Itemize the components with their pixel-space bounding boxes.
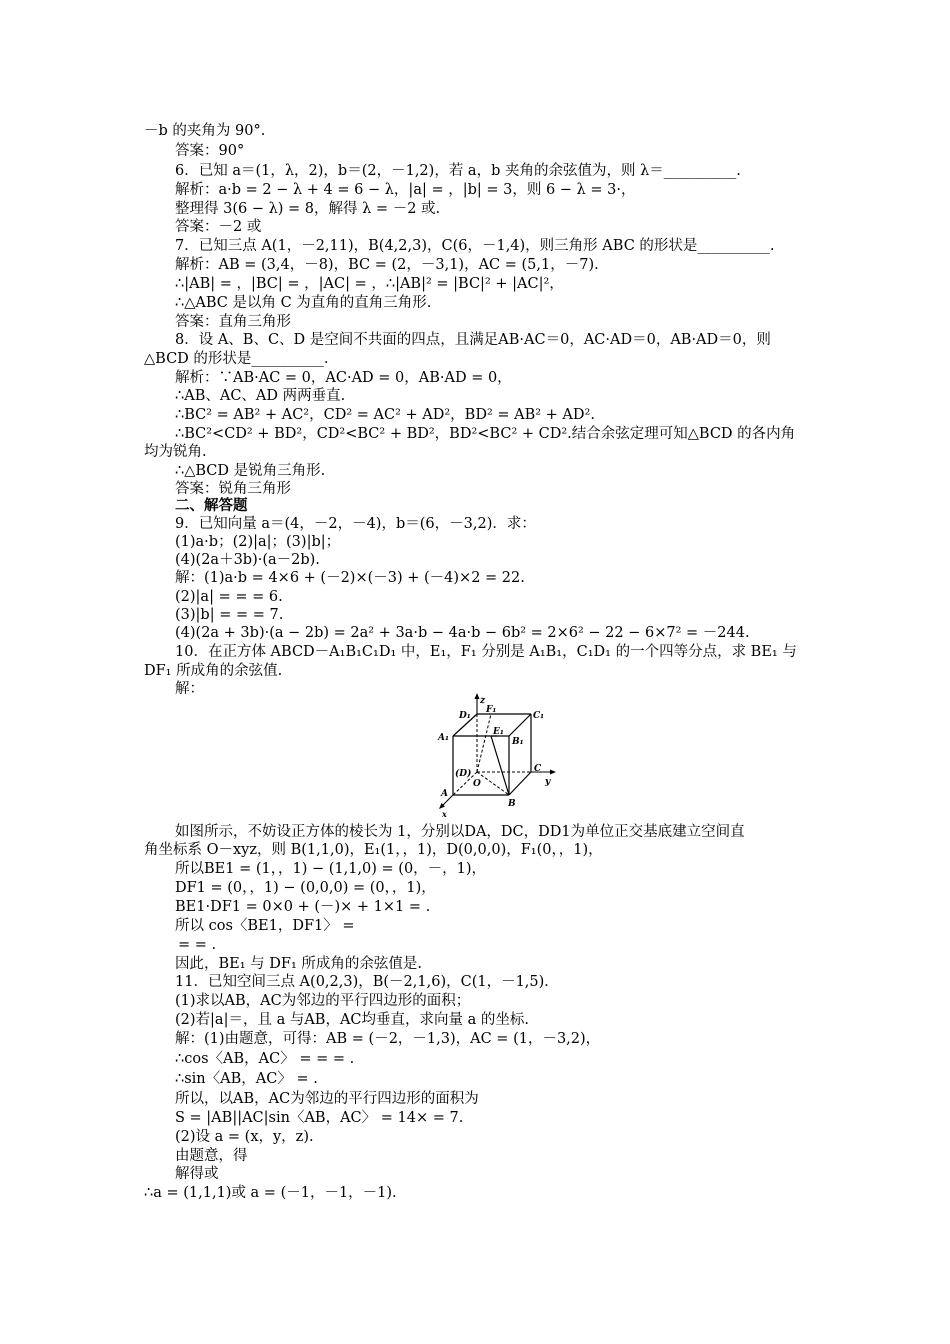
solution-line: (3)|b| = = = 7. xyxy=(175,607,284,623)
solution-line: ∴a = (1,1,1)或 a = (－1，－1，－1). xyxy=(144,1185,397,1201)
solution-line: ∴sin〈AB，AC〉 = . xyxy=(175,1071,318,1087)
vertex-label-a: A xyxy=(441,789,448,799)
vertex-label-c1: C₁ xyxy=(533,711,545,721)
answer-line: 答案：直角三角形 xyxy=(175,314,291,330)
solution-line: 解析：a·b = 2 − λ + 4 = 6 − λ，|a| = ，|b| = 3，则 6 − λ = 3·， xyxy=(175,182,636,198)
question-9: 9．已知向量 a＝(4，－2，－4)，b＝(6，－3,2)．求： xyxy=(175,516,536,532)
question-8: 8．设 A、B、C、D 是空间不共面的四点，且满足AB·AC＝0，AC·AD＝0，AB·AD＝0，则 xyxy=(175,332,771,348)
solution-line: (2)|a| = = = 6. xyxy=(175,589,283,605)
vertex-label-a1: A₁ xyxy=(438,733,449,743)
solution-line: ∴AB、AC、AD 两两垂直. xyxy=(175,388,346,404)
solution-line: 因此，BE₁ 与 DF₁ 所成角的余弦值是. xyxy=(175,956,422,972)
text-line: －b 的夹角为 90°. xyxy=(144,123,266,139)
cube-figure xyxy=(433,690,563,820)
solution-line: 所以，以AB，AC为邻边的平行四边形的面积为 xyxy=(175,1091,479,1107)
axis-label-x: x xyxy=(442,809,447,819)
solution-line: 如图所示，不妨设正方体的棱长为 1，分别以DA，DC，DD1为单位正交基底建立空间直 xyxy=(175,824,745,840)
solution-line: ∴BC²<CD² + BD²，CD²<BC² + BD²，BD²<BC² + CD².结合余弦定理可知△BCD 的各内角 xyxy=(175,426,796,442)
solution-line: = = . xyxy=(178,937,217,953)
solution-line: 由题意，得 xyxy=(175,1148,248,1164)
solution-line: 解析：∵AB·AC = 0，AC·AD = 0，AB·AD = 0， xyxy=(175,370,512,386)
solution-line: BE1·DF1 = 0×0 + (－)× + 1×1 = . xyxy=(175,899,431,915)
solution-line: 均为锐角. xyxy=(144,444,207,460)
vertex-label-f1: F₁ xyxy=(486,705,497,715)
solution-line: 解：(1)a·b = 4×6 + (－2)×(－3) + (－4)×2 = 22. xyxy=(175,570,525,586)
solution-line: 解析：AB = (3,4，－8)，BC = (2，－3,1)，AC = (5,1，－7). xyxy=(175,257,599,273)
answer-line: 答案：－2 或 xyxy=(175,219,262,235)
axis-label-y: y xyxy=(545,777,551,787)
vertex-label-d: (D) xyxy=(455,769,472,779)
solution-line: S = |AB||AC|sin〈AB，AC〉 = 14× = 7. xyxy=(175,1110,464,1126)
vertex-label-c: C xyxy=(534,764,542,774)
solution-line: ∴BC² = AB² + AC²，CD² = AC² + AD²，BD² = AB² + AD². xyxy=(175,407,595,423)
question-10: 10．在正方体 ABCD－A₁B₁C₁D₁ 中，E₁，F₁ 分别是 A₁B₁，C₁D₁ 的一个四等分点，求 BE₁ 与 xyxy=(175,644,797,660)
question-9-parts: (4)(2a＋3b)·(a－2b). xyxy=(175,552,320,568)
solution-line: 解得或 xyxy=(175,1166,219,1182)
solution-line: 解：(1)由题意，可得：AB = (－2，－1,3)，AC = (1，－3,2)， xyxy=(175,1031,601,1047)
question-11-part: (2)若|a|＝，且 a 与AB，AC均垂直，求向量 a 的坐标. xyxy=(175,1012,529,1028)
solution-line: 角坐标系 O－xyz，则 B(1,1,0)，E₁(1，，1)，D(0,0,0)，F₁(0，，1)， xyxy=(144,842,603,858)
solution-line: 所以BE1 = (1，，1) − (1,1,0) = (0，－，1)， xyxy=(175,861,487,877)
question-11: 11．已知空间三点 A(0,2,3)，B(－2,1,6)，C(1，－1,5)． xyxy=(175,974,559,990)
solution-line: 所以 cos〈BE1，DF1〉 = xyxy=(175,918,355,934)
vertex-label-b: B xyxy=(508,799,516,809)
question-10-cont: DF₁ 所成角的余弦值. xyxy=(144,663,283,679)
question-8-cont: △BCD 的形状是__________. xyxy=(144,351,329,367)
solution-line: 整理得 3(6 − λ) = 8，解得 λ = －2 或. xyxy=(175,201,441,217)
solution-line: ∴cos〈AB，AC〉 = = = . xyxy=(175,1051,355,1067)
vertex-label-e1: E₁ xyxy=(493,727,504,737)
answer-line: 答案：90° xyxy=(175,143,245,159)
vertex-label-d1: D₁ xyxy=(459,711,471,721)
solution-line: ∴△ABC 是以角 C 为直角的直角三角形. xyxy=(175,295,432,311)
solution-line: ∴△BCD 是锐角三角形. xyxy=(175,463,326,479)
question-9-parts: (1)a·b；(2)|a|；(3)|b|； xyxy=(175,534,341,550)
solution-line: DF1 = (0，，1) − (0,0,0) = (0，，1)， xyxy=(175,880,436,896)
question-7: 7．已知三点 A(1，－2,11)，B(4,2,3)，C(6，－1,4)，则三角形 ABC 的形状是__________. xyxy=(175,238,775,254)
solution-line: (4)(2a + 3b)·(a − 2b) = 2a² + 3a·b − 4a·b − 6b² = 2×6² − 22 − 6×7² = －244. xyxy=(175,625,750,641)
answer-line: 答案：锐角三角形 xyxy=(175,481,291,497)
question-11-part: (1)求以AB，AC为邻边的平行四边形的面积； xyxy=(175,993,471,1009)
vertex-label-b1: B₁ xyxy=(512,737,524,747)
solution-line: ∴|AB| = ，|BC| = ，|AC| = ，∴|AB|² = |BC|² + |AC|²， xyxy=(175,276,564,292)
solution-line: (2)设 a = (x，y，z). xyxy=(175,1129,314,1145)
origin-label: O xyxy=(473,779,481,789)
solution-label: 解： xyxy=(175,681,204,697)
question-6: 6．已知 a＝(1，λ，2)，b＝(2，－1,2)，若 a，b 夹角的余弦值为，则 λ＝__________. xyxy=(175,163,741,179)
axis-label-z: z xyxy=(480,696,486,706)
section-heading: 二、解答题 xyxy=(175,497,248,514)
